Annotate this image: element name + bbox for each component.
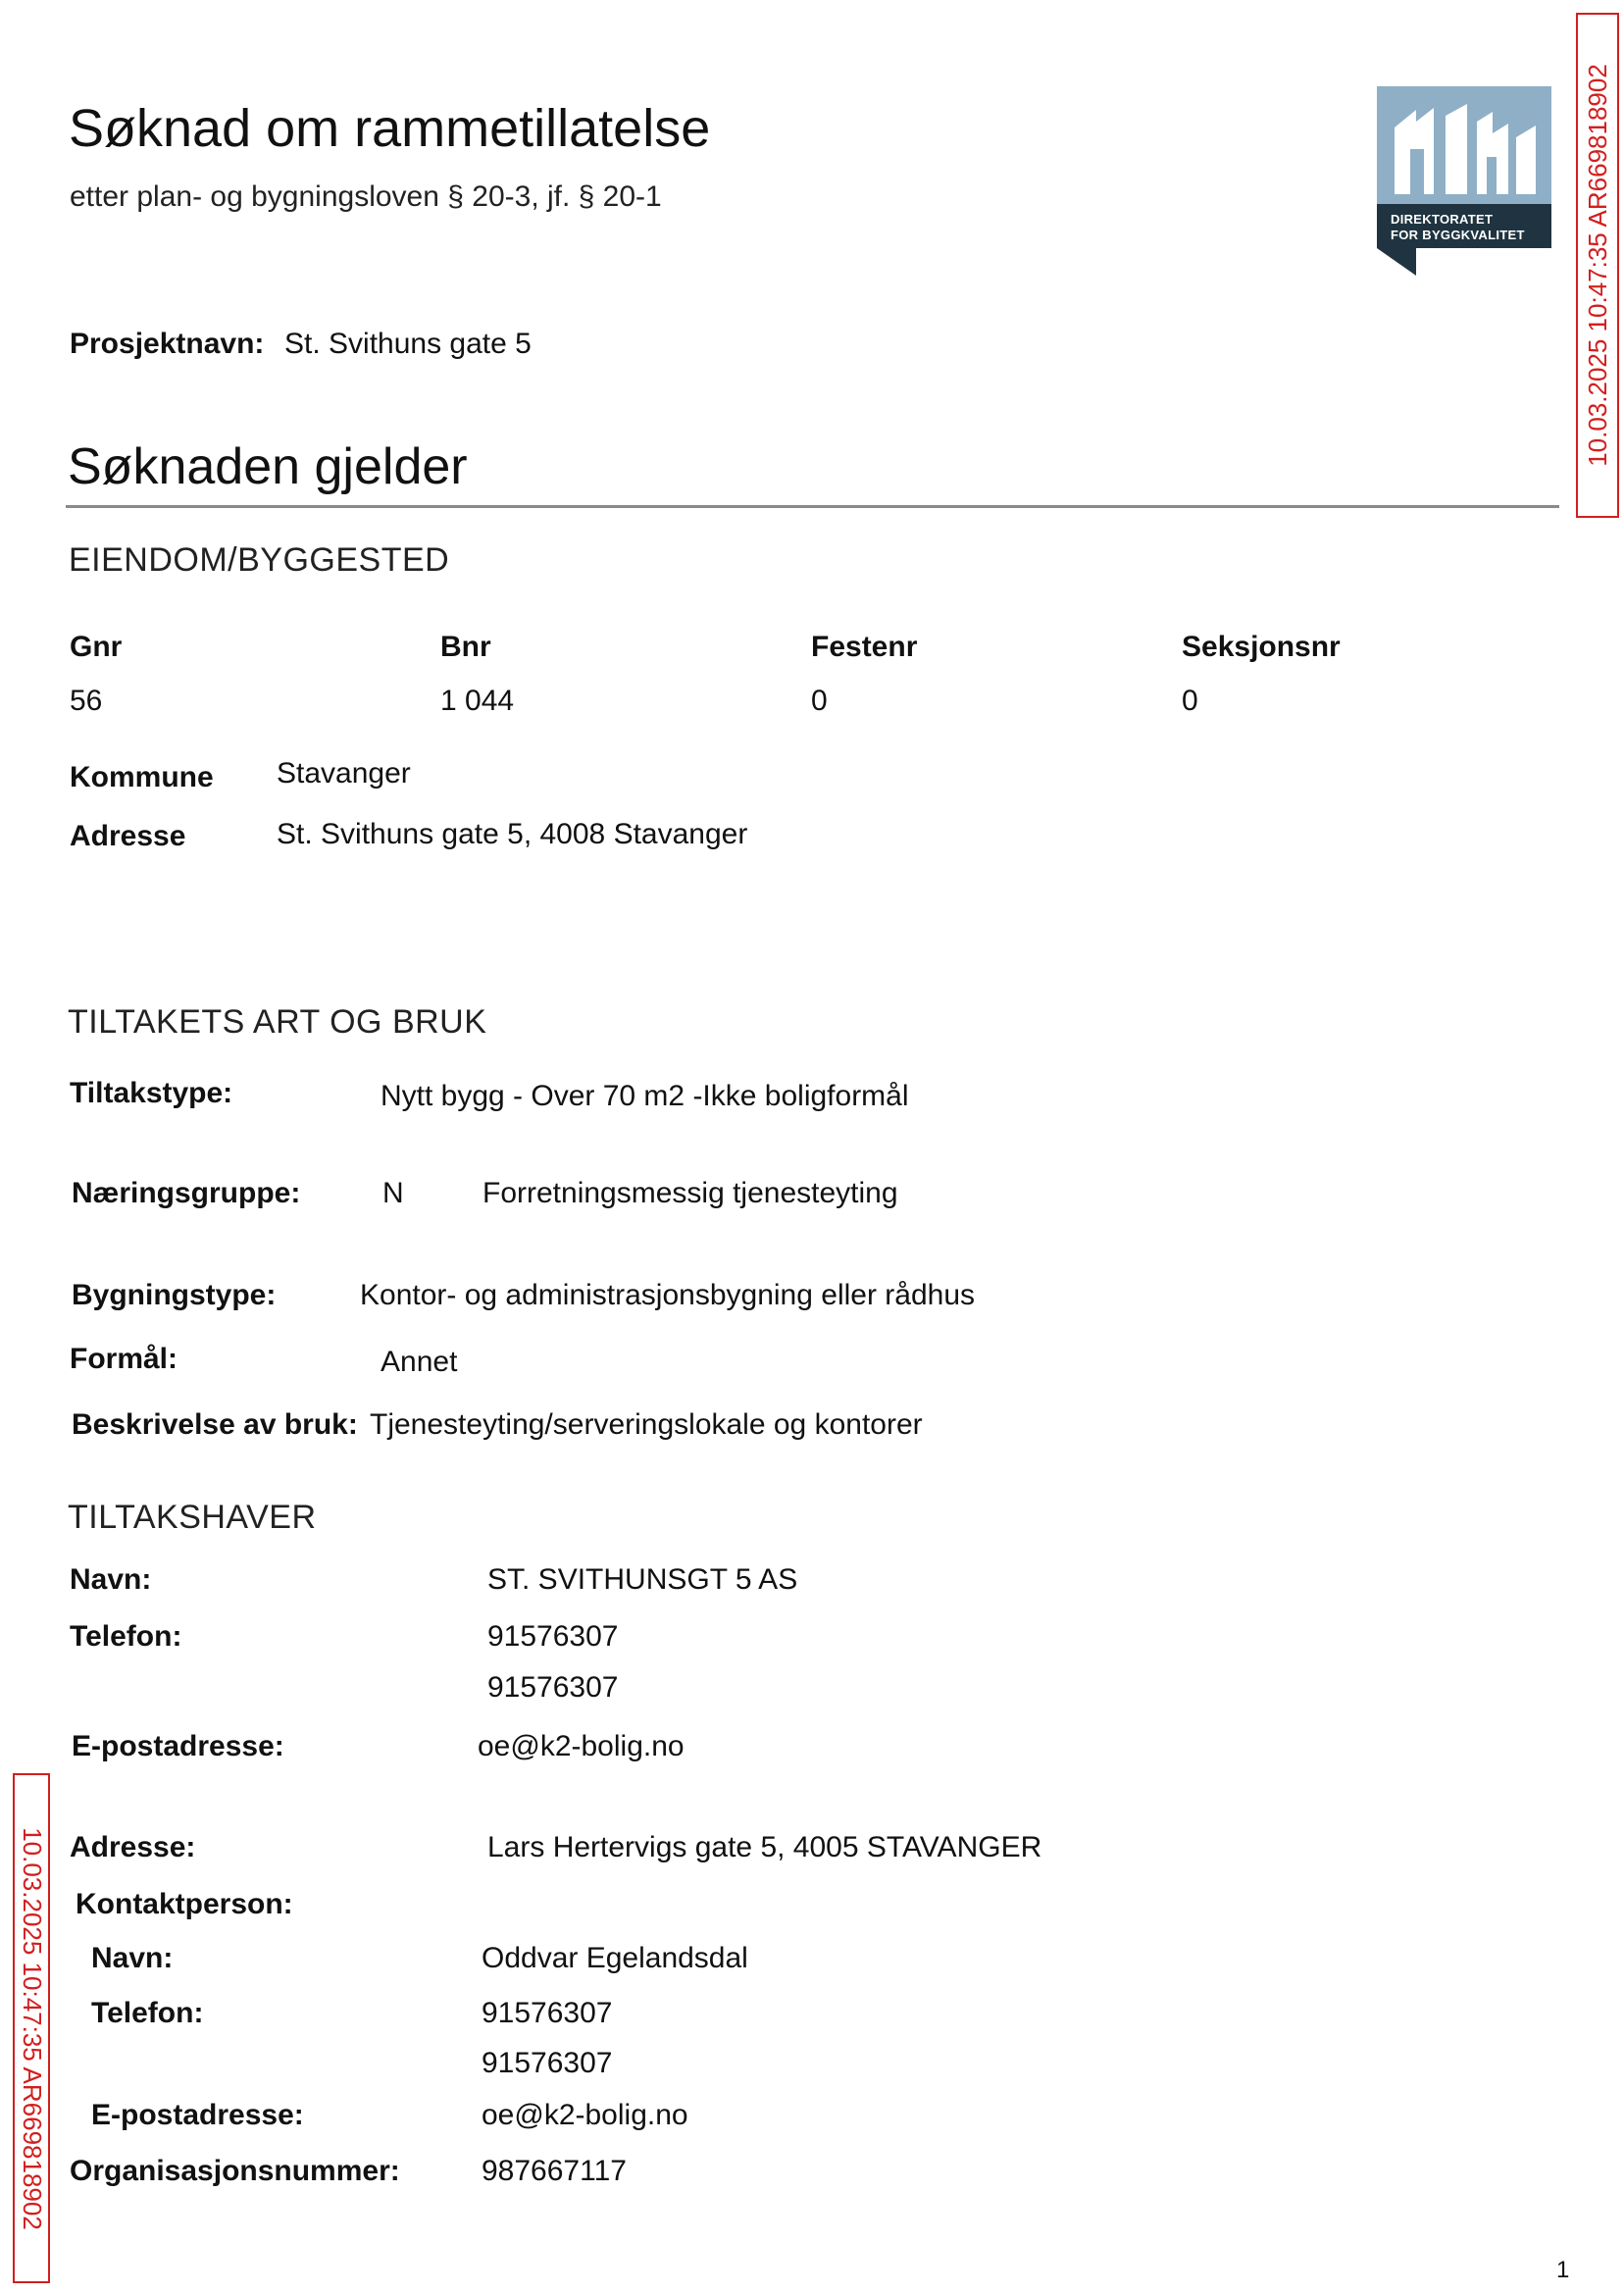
tiltakshaver-adresse-label: Adresse: xyxy=(70,1831,196,1863)
tiltakstype-label: Tiltakstype: xyxy=(70,1077,233,1109)
kontakt-navn-label: Navn: xyxy=(91,1942,174,1974)
formal-value: Annet xyxy=(381,1346,458,1378)
tiltakshaver-navn-label: Navn: xyxy=(70,1563,152,1596)
formal-label: Formål: xyxy=(70,1343,178,1375)
tiltakshaver-telefon-value-2: 91576307 xyxy=(487,1671,619,1704)
beskrivelse-label: Beskrivelse av bruk: xyxy=(72,1408,358,1441)
seksjonsnr-value: 0 xyxy=(1182,685,1198,717)
logo-name-panel xyxy=(1377,204,1551,248)
logo-text-line2: FOR BYGGKVALITET xyxy=(1391,228,1525,242)
receipt-stamp-top xyxy=(1576,13,1619,518)
festenr-label: Festenr xyxy=(811,631,918,663)
gnr-label: Gnr xyxy=(70,631,123,663)
naeringsgruppe-value: Forretningsmessig tjenesteyting xyxy=(482,1177,898,1209)
tiltakshaver-epost-label: E-postadresse: xyxy=(72,1730,284,1762)
bygningstype-value: Kontor- og administrasjonsbygning eller rådhus xyxy=(360,1279,976,1311)
tiltakshaver-telefon-value-1: 91576307 xyxy=(487,1620,619,1653)
gnr-value: 56 xyxy=(70,685,103,717)
document-title: Søknad om rammetillatelse xyxy=(69,99,711,158)
naeringsgruppe-label: Næringsgruppe: xyxy=(72,1177,301,1209)
logo-text-line1: DIREKTORATET xyxy=(1391,212,1494,227)
orgnr-value: 987667117 xyxy=(482,2155,627,2187)
tiltakshaver-adresse-value: Lars Hertervigs gate 5, 4005 STAVANGER xyxy=(487,1831,1042,1863)
logo-buildings-panel xyxy=(1377,86,1551,204)
receipt-stamp-text: 10.03.2025 10:47:35 AR669818902 xyxy=(17,1826,47,2230)
festenr-value: 0 xyxy=(811,685,828,717)
tiltakshaver-navn-value: ST. SVITHUNSGT 5 AS xyxy=(487,1563,798,1596)
tiltakshaver-heading: TILTAKSHAVER xyxy=(68,1499,317,1536)
kontakt-epost-label: E-postadresse: xyxy=(91,2099,304,2131)
bnr-value: 1 044 xyxy=(440,685,515,717)
kontakt-epost-value: oe@k2-bolig.no xyxy=(482,2099,688,2131)
document-subtitle: etter plan- og bygningsloven § 20-3, jf. § 20-1 xyxy=(70,180,662,213)
adresse-value: St. Svithuns gate 5, 4008 Stavanger xyxy=(277,818,748,850)
kontakt-telefon-label: Telefon: xyxy=(91,1997,204,2029)
beskrivelse-value: Tjenesteyting/serveringslokale og kontorer xyxy=(370,1408,923,1441)
tiltakstype-value: Nytt bygg - Over 70 m2 -Ikke boligformål xyxy=(381,1080,909,1112)
receipt-stamp-bottom xyxy=(13,1773,50,2283)
kontakt-navn-value: Oddvar Egelandsdal xyxy=(482,1942,748,1974)
project-name-label: Prosjektnavn: xyxy=(70,328,265,360)
kontakt-telefon-value-1: 91576307 xyxy=(482,1997,613,2029)
kontaktperson-label: Kontaktperson: xyxy=(76,1888,293,1920)
seksjonsnr-label: Seksjonsnr xyxy=(1182,631,1341,663)
adresse-label: Adresse xyxy=(70,820,186,852)
receipt-stamp-text: 10.03.2025 10:47:35 AR669818902 xyxy=(1582,64,1612,467)
logo-flag-icon xyxy=(1377,248,1416,276)
kommune-value: Stavanger xyxy=(277,757,411,790)
eiendom-heading: EIENDOM/BYGGESTED xyxy=(69,541,450,579)
bygningstype-label: Bygningstype: xyxy=(72,1279,277,1311)
tiltakshaver-telefon-label: Telefon: xyxy=(70,1620,182,1653)
tiltakshaver-epost-value: oe@k2-bolig.no xyxy=(478,1730,685,1762)
buildings-icon xyxy=(1377,86,1551,204)
dibk-logo xyxy=(1377,86,1551,275)
tiltak-heading: TILTAKETS ART OG BRUK xyxy=(68,1003,487,1041)
kommune-label: Kommune xyxy=(70,761,214,793)
section-title: Søknaden gjelder xyxy=(68,438,468,495)
kontakt-telefon-value-2: 91576307 xyxy=(482,2047,613,2079)
project-name-value: St. Svithuns gate 5 xyxy=(284,328,532,360)
naeringsgruppe-code: N xyxy=(382,1177,404,1209)
page-number: 1 xyxy=(1556,2257,1570,2283)
bnr-label: Bnr xyxy=(440,631,491,663)
section-divider xyxy=(66,505,1559,508)
orgnr-label: Organisasjonsnummer: xyxy=(70,2155,400,2187)
